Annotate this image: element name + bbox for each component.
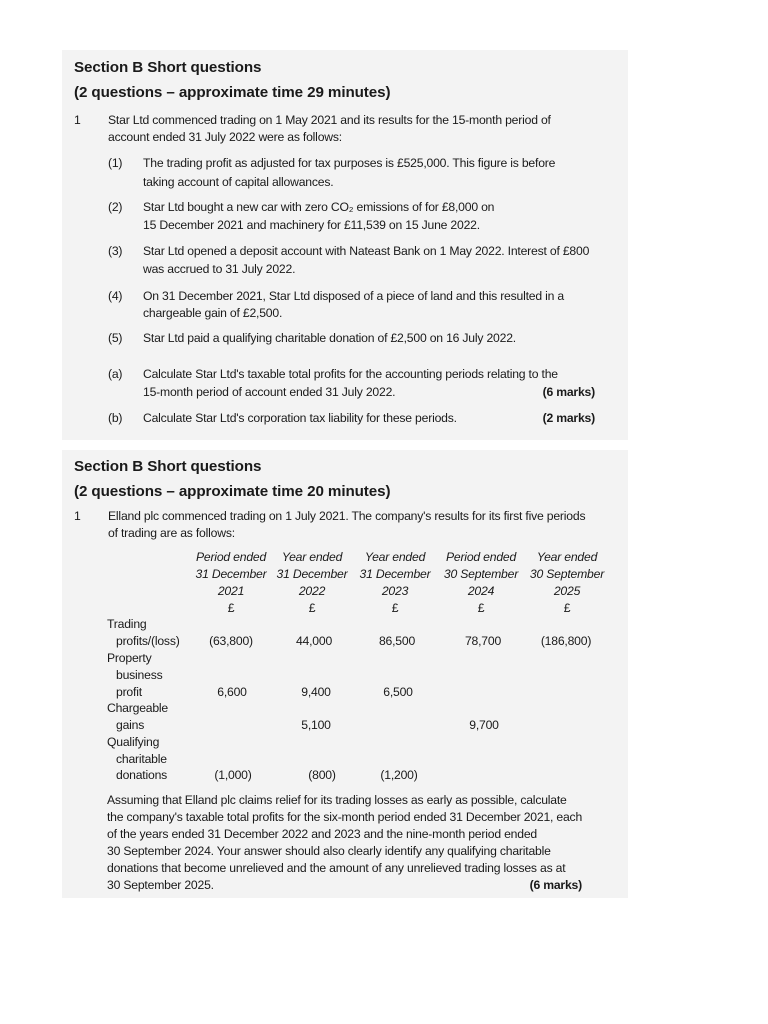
item-text-line: On 31 December 2021, Star Ltd disposed of a piece of land and this resulted in a [143, 289, 564, 303]
table-cell: 44,000 [295, 634, 333, 648]
part-text-line: Calculate Star Ltd's corporation tax liability for these periods. [143, 411, 457, 425]
question-intro-line: of trading are as follows: [108, 526, 235, 540]
table-cell: 9,400 [301, 685, 331, 699]
item-text-line: Star Ltd paid a qualifying charitable donation of £2,500 on 16 July 2022. [143, 331, 516, 345]
section-heading: Section B Short questions [74, 458, 262, 475]
table-cell: (800) [308, 768, 336, 782]
question-number: 1 [74, 509, 81, 523]
part-text-line: Calculate Star Ltd's taxable total profits for the accounting periods relating to the [143, 367, 558, 381]
item-number: (1) [108, 156, 123, 170]
column-currency: £ [477, 601, 485, 615]
item-text-line: Star Ltd bought a new car with zero CO₂ emissions of for £8,000 on [143, 200, 495, 214]
item-number: (4) [108, 289, 123, 303]
part-number: (a) [108, 367, 123, 381]
column-header: Year ended [536, 550, 598, 564]
closing-text-line: of the years ended 31 December 2022 and 2023 and the nine-month period ended [107, 827, 537, 841]
item-text-line: taking account of capital allowances. [143, 175, 334, 189]
closing-text-line: Assuming that Elland plc claims relief for its trading losses as early as possible, calculate [107, 793, 567, 807]
question-number: 1 [74, 113, 81, 127]
question-marks: (6 marks) [529, 878, 582, 892]
item-text-line: 15 December 2021 and machinery for £11,539 on 15 June 2022. [143, 218, 480, 232]
row-label: Chargeable [107, 701, 169, 715]
question-intro-line: Star Ltd commenced trading on 1 May 2021 and its results for the 15-month period of [108, 113, 551, 127]
column-header: Period ended [195, 550, 267, 564]
part-marks: (2 marks) [542, 411, 595, 425]
section-heading: Section B Short questions [74, 59, 262, 76]
item-number: (3) [108, 244, 123, 258]
row-label: donations [116, 768, 168, 782]
closing-text-line: 30 September 2025. [107, 878, 214, 892]
item-text-line: Star Ltd opened a deposit account with Nateast Bank on 1 May 2022. Interest of £800 [143, 244, 590, 258]
table-cell: 6,500 [383, 685, 413, 699]
item-number: (2) [108, 200, 123, 214]
row-label: Trading [107, 617, 147, 631]
column-header: 2021 [217, 584, 245, 598]
column-header: Period ended [445, 550, 517, 564]
row-label: Qualifying [107, 735, 160, 749]
part-number: (b) [108, 411, 123, 425]
row-label: gains [116, 718, 145, 732]
column-header: Year ended [364, 550, 426, 564]
question-intro-line: Elland plc commenced trading on 1 July 2021. The company's results for its first five periods [108, 509, 586, 523]
item-number: (5) [108, 331, 123, 345]
row-label: profit [116, 685, 142, 699]
column-header: Year ended [281, 550, 343, 564]
table-cell: 6,600 [217, 685, 247, 699]
column-header: 31 December [359, 567, 431, 581]
section-subheading: (2 questions – approximate time 29 minutes) [74, 84, 391, 101]
column-header: 31 December [276, 567, 348, 581]
part-marks: (6 marks) [542, 385, 595, 399]
item-text-line: was accrued to 31 July 2022. [143, 262, 296, 276]
column-currency: £ [308, 601, 316, 615]
table-cell: 86,500 [378, 634, 416, 648]
column-header: 2023 [381, 584, 409, 598]
table-cell: 78,700 [464, 634, 502, 648]
closing-text-line: the company's taxable total profits for the six-month period ended 31 December 2021, each [107, 810, 583, 824]
column-header: 31 December [195, 567, 267, 581]
column-currency: £ [563, 601, 571, 615]
table-cell: (1,200) [380, 768, 418, 782]
table-cell: 9,700 [469, 718, 499, 732]
column-header: 2025 [553, 584, 581, 598]
part-text-line: 15-month period of account ended 31 July 2022. [143, 385, 396, 399]
table-cell: (1,000) [214, 768, 252, 782]
section-subheading: (2 questions – approximate time 20 minutes) [74, 483, 391, 500]
item-text-line: chargeable gain of £2,500. [143, 306, 283, 320]
table-cell: 5,100 [301, 718, 331, 732]
column-header: 2024 [467, 584, 495, 598]
column-header: 30 September [529, 567, 605, 581]
row-label: charitable [116, 752, 167, 766]
table-cell: (63,800) [209, 634, 253, 648]
row-label: Property [107, 651, 152, 665]
column-header: 2022 [298, 584, 326, 598]
closing-text-line: 30 September 2024. Your answer should also clearly identify any qualifying charitable [107, 844, 551, 858]
row-label: profits/(loss) [116, 634, 180, 648]
column-header: 30 September [443, 567, 519, 581]
question-intro-line: account ended 31 July 2022 were as follows: [108, 130, 342, 144]
table-cell: (186,800) [540, 634, 592, 648]
item-text-line: The trading profit as adjusted for tax purposes is £525,000. This figure is before [143, 156, 556, 170]
row-label: business [116, 668, 163, 682]
column-currency: £ [391, 601, 399, 615]
closing-text-line: donations that become unrelieved and the amount of any unrelieved trading losses as at [107, 861, 566, 875]
column-currency: £ [227, 601, 235, 615]
